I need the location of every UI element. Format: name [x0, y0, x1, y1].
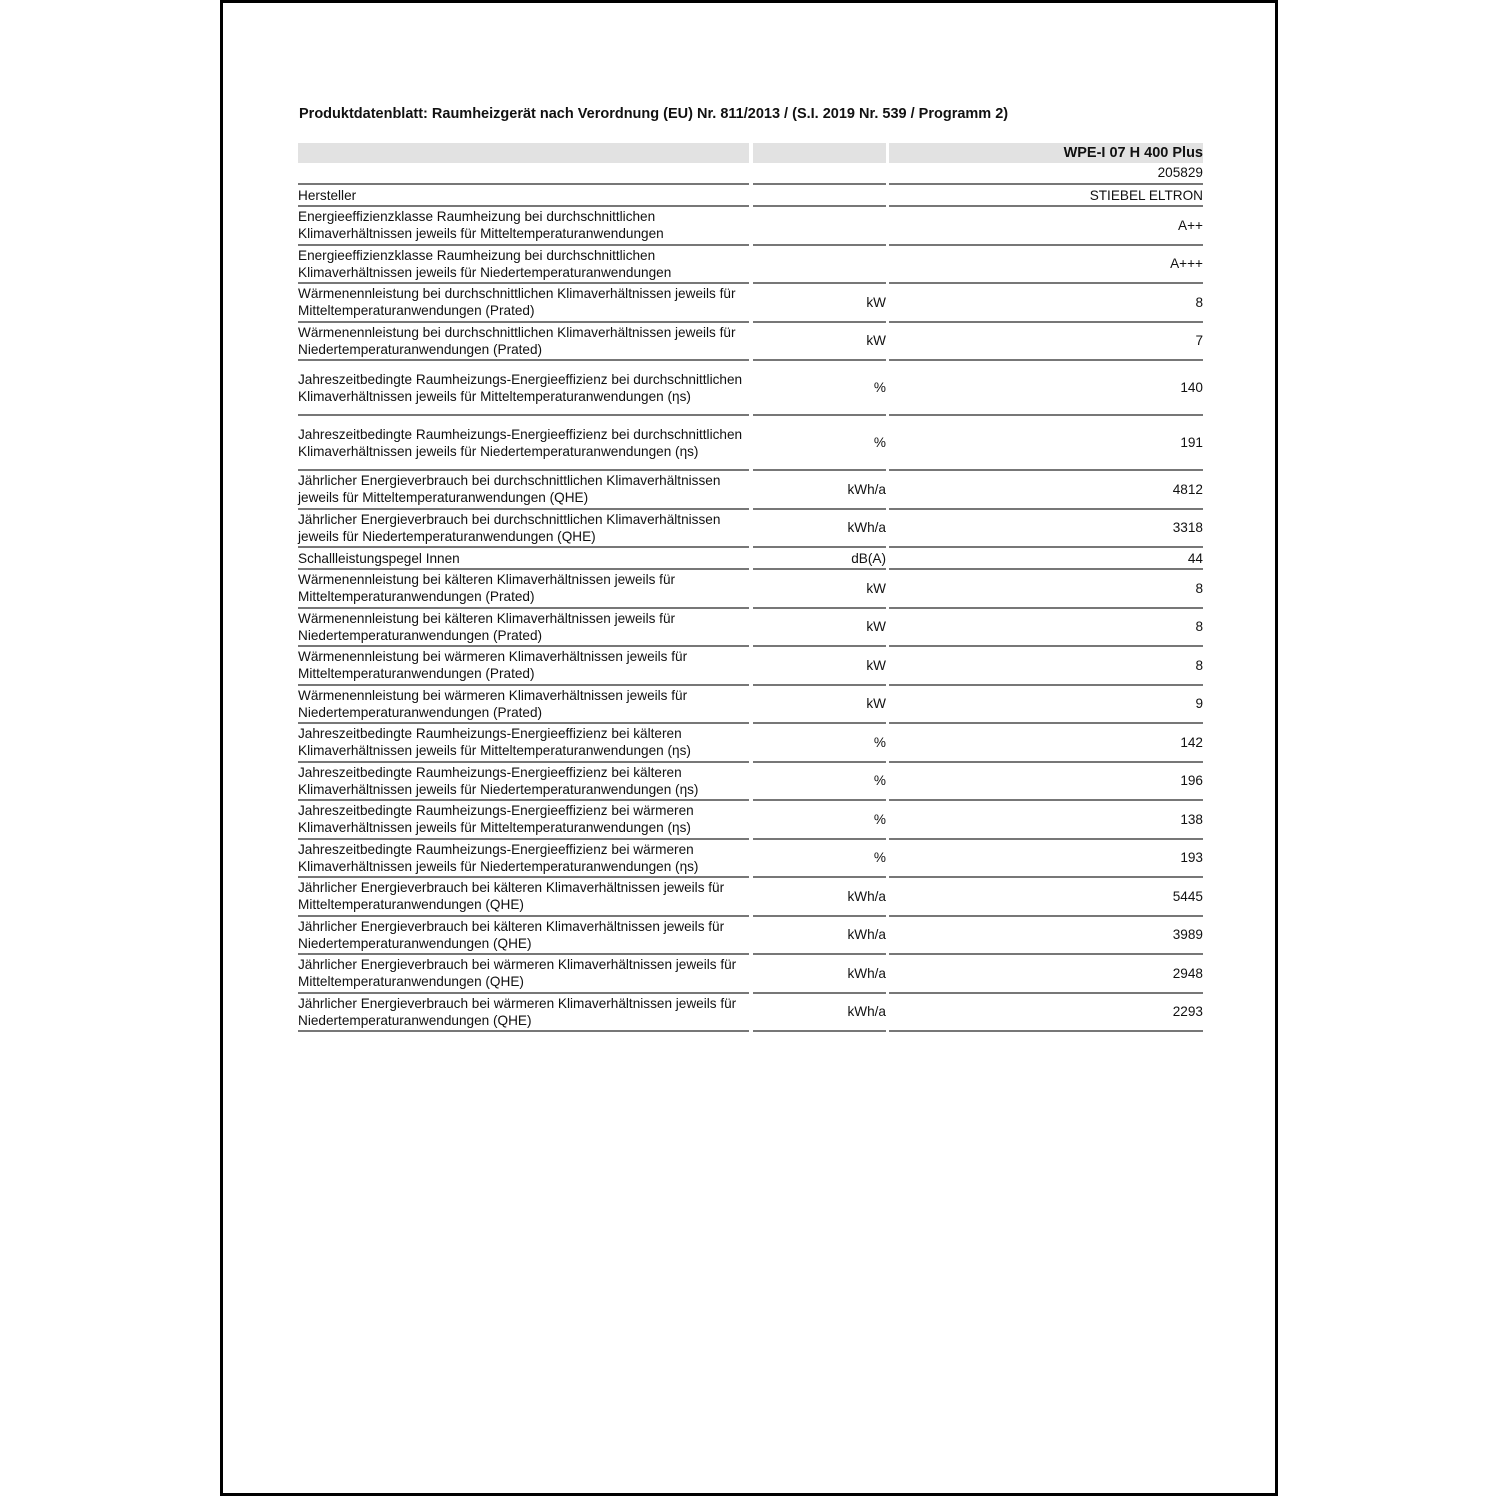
row-value: 140: [889, 361, 1203, 416]
article-number: 205829: [889, 163, 1203, 185]
row-label: Schallleistungspegel Innen: [298, 548, 749, 570]
row-value: 4812: [889, 471, 1203, 510]
row-value: 9: [889, 686, 1203, 725]
table-row: [298, 284, 1203, 323]
row-value: 5445: [889, 878, 1203, 917]
table-row: [298, 955, 1203, 994]
table-row: [298, 185, 1203, 207]
row-value: A++: [889, 207, 1203, 246]
header-cell-unit: [753, 143, 886, 163]
table-row: [298, 917, 1203, 956]
row-label: Jährlicher Energieverbrauch bei durchschnittlichen Klimaverhältnissen jeweils für Mitteltemperaturanwendungen (QHE): [298, 471, 749, 510]
row-value: 8: [889, 570, 1203, 609]
row-label: Wärmenennleistung bei kälteren Klimaverhältnissen jeweils für Niedertemperaturanwendungen (Prated): [298, 609, 749, 648]
table-row: [298, 686, 1203, 725]
row-label: Jahreszeitbedingte Raumheizungs-Energieeffizienz bei durchschnittlichen Klimaverhältnissen jeweils für Mitteltemperaturanwendungen (ηs): [298, 361, 749, 416]
row-unit: kW: [753, 570, 886, 609]
table-row: [298, 724, 1203, 763]
table-row: [298, 246, 1203, 285]
row-unit: kW: [753, 609, 886, 648]
row-unit: kW: [753, 647, 886, 686]
row-value: 2293: [889, 994, 1203, 1033]
table-row: [298, 323, 1203, 362]
row-label: Jahreszeitbedingte Raumheizungs-Energieeffizienz bei durchschnittlichen Klimaverhältnissen jeweils für Niedertemperaturanwendungen (ηs): [298, 416, 749, 471]
row-label: Jährlicher Energieverbrauch bei kälteren Klimaverhältnissen jeweils für Niedertemperaturanwendungen (QHE): [298, 917, 749, 956]
row-label: Wärmenennleistung bei wärmeren Klimaverhältnissen jeweils für Mitteltemperaturanwendungen (Prated): [298, 647, 749, 686]
row-value: 7: [889, 323, 1203, 362]
row-value: 191: [889, 416, 1203, 471]
row-label: Jährlicher Energieverbrauch bei durchschnittlichen Klimaverhältnissen jeweils für Niedertemperaturanwendungen (QHE): [298, 510, 749, 549]
row-value: 196: [889, 763, 1203, 802]
row-unit: %: [753, 416, 886, 471]
row-label: Hersteller: [298, 185, 749, 207]
row-unit: %: [753, 724, 886, 763]
row-unit: kWh/a: [753, 994, 886, 1033]
row-unit: kW: [753, 284, 886, 323]
row-value: 8: [889, 647, 1203, 686]
row-unit: %: [753, 801, 886, 840]
table-row: [298, 609, 1203, 648]
table-row: [298, 548, 1203, 570]
row-value: 8: [889, 609, 1203, 648]
row-label: Wärmenennleistung bei wärmeren Klimaverhältnissen jeweils für Niedertemperaturanwendungen (Prated): [298, 686, 749, 725]
row-value: 193: [889, 840, 1203, 879]
row-unit: kWh/a: [753, 878, 886, 917]
row-unit: %: [753, 840, 886, 879]
row-label: Wärmenennleistung bei kälteren Klimaverhältnissen jeweils für Mitteltemperaturanwendungen (Prated): [298, 570, 749, 609]
table-row: [298, 840, 1203, 879]
row-unit: kW: [753, 323, 886, 362]
table-row: [298, 471, 1203, 510]
row-label: Jährlicher Energieverbrauch bei wärmeren Klimaverhältnissen jeweils für Niedertemperaturanwendungen (QHE): [298, 994, 749, 1033]
table-row: [298, 361, 1203, 416]
row-value: 3318: [889, 510, 1203, 549]
row-label: Jährlicher Energieverbrauch bei wärmeren Klimaverhältnissen jeweils für Mitteltemperaturanwendungen (QHE): [298, 955, 749, 994]
row-value: 44: [889, 548, 1203, 570]
row-label: Jahreszeitbedingte Raumheizungs-Energieeffizienz bei wärmeren Klimaverhältnissen jeweils für Niedertemperaturanwendungen (ηs): [298, 840, 749, 879]
table-row: [298, 801, 1203, 840]
row-label: Jahreszeitbedingte Raumheizungs-Energieeffizienz bei kälteren Klimaverhältnissen jeweils für Mitteltemperaturanwendungen (ηs): [298, 724, 749, 763]
table-row: [298, 207, 1203, 246]
table-row: [298, 763, 1203, 802]
table-row: [298, 994, 1203, 1033]
table-row: [298, 647, 1203, 686]
row-value: STIEBEL ELTRON: [889, 185, 1203, 207]
article-number-row: [298, 163, 1203, 185]
table-header-row: [298, 143, 1203, 163]
row-unit: [753, 207, 886, 246]
document-title: Produktdatenblatt: Raumheizgerät nach Verordnung (EU) Nr. 811/2013 / (S.I. 2019 Nr. 539 / Programm 2): [299, 106, 1009, 122]
row-unit: kWh/a: [753, 510, 886, 549]
table-row: [298, 878, 1203, 917]
table-row: [298, 510, 1203, 549]
product-data-table: [298, 143, 1203, 1032]
model-name: WPE-I 07 H 400 Plus: [889, 143, 1203, 163]
row-unit: [753, 246, 886, 285]
row-label: Wärmenennleistung bei durchschnittlichen Klimaverhältnissen jeweils für Niedertemperaturanwendungen (Prated): [298, 323, 749, 362]
row-label: Wärmenennleistung bei durchschnittlichen Klimaverhältnissen jeweils für Mitteltemperaturanwendungen (Prated): [298, 284, 749, 323]
row-value: 138: [889, 801, 1203, 840]
row-label: Jahreszeitbedingte Raumheizungs-Energieeffizienz bei kälteren Klimaverhältnissen jeweils für Niedertemperaturanwendungen (ηs): [298, 763, 749, 802]
row-label: Energieeffizienzklasse Raumheizung bei durchschnittlichen Klimaverhältnissen jeweils für Niedertemperaturanwendungen: [298, 246, 749, 285]
row-unit: kWh/a: [753, 955, 886, 994]
row-value: 8: [889, 284, 1203, 323]
table-row: [298, 416, 1203, 471]
row-unit: kW: [753, 686, 886, 725]
row-label: Jahreszeitbedingte Raumheizungs-Energieeffizienz bei wärmeren Klimaverhältnissen jeweils für Mitteltemperaturanwendungen (ηs): [298, 801, 749, 840]
row-value: 3989: [889, 917, 1203, 956]
row-value: A+++: [889, 246, 1203, 285]
table-row: [298, 570, 1203, 609]
row-value: 142: [889, 724, 1203, 763]
row-unit: dB(A): [753, 548, 886, 570]
row-unit: [753, 185, 886, 207]
row-unit: %: [753, 361, 886, 416]
row-label: Energieeffizienzklasse Raumheizung bei durchschnittlichen Klimaverhältnissen jeweils für Mitteltemperaturanwendungen: [298, 207, 749, 246]
row-label: Jährlicher Energieverbrauch bei kälteren Klimaverhältnissen jeweils für Mitteltemperaturanwendungen (QHE): [298, 878, 749, 917]
row-unit: %: [753, 763, 886, 802]
header-cell-label: [298, 143, 749, 163]
row-unit: kWh/a: [753, 917, 886, 956]
row-value: 2948: [889, 955, 1203, 994]
row-unit: kWh/a: [753, 471, 886, 510]
